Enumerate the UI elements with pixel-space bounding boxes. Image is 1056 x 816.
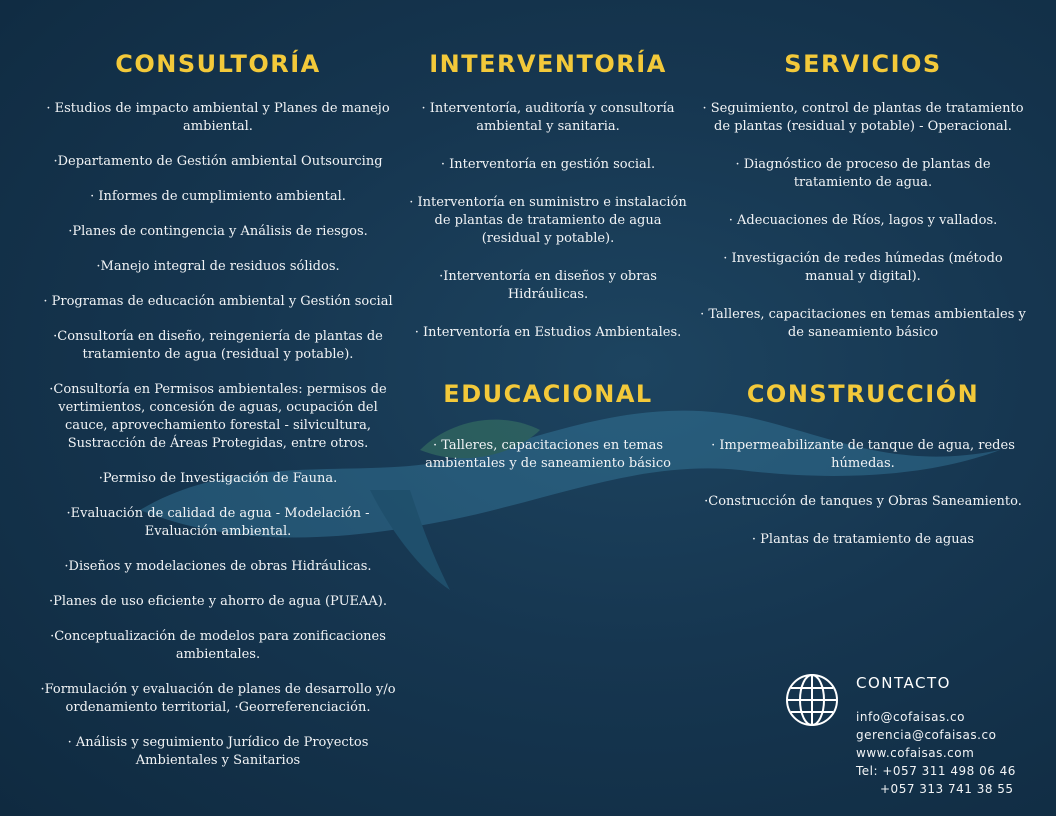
construccion-item: · Plantas de tratamiento de aguas [751, 532, 975, 547]
servicios-item: · Seguimiento, control de plantas de tratamiento de plantas (residual y potable) - Operacional. [702, 101, 1024, 134]
consultoria-item: · Programas de educación ambiental y Gestión social [43, 294, 393, 309]
contact-details [856, 708, 1016, 798]
servicios-section [698, 50, 1028, 362]
contact-title: CONTACTO [856, 674, 951, 692]
consultoria-item: ·Diseños y modelaciones de obras Hidráulicas. [64, 559, 372, 574]
consultoria-item: ·Evaluación de calidad de agua - Modelación - Evaluación ambiental. [66, 506, 370, 539]
email-link[interactable]: info@cofaisas.co [856, 710, 965, 724]
servicios-item: · Talleres, capacitaciones en temas ambientales y de saneamiento básico [700, 307, 1026, 340]
consultoria-item: ·Manejo integral de residuos sólidos. [96, 259, 340, 274]
servicios-item: · Adecuaciones de Ríos, lagos y vallados. [728, 213, 998, 228]
interventoria-item: ·Interventoría en diseños y obras Hidráulicas. [439, 269, 657, 302]
educacional-section [408, 380, 688, 473]
consultoria-item: ·Departamento de Gestión ambiental Outsourcing [53, 154, 383, 169]
construccion-item: ·Construcción de tanques y Obras Saneamiento. [704, 494, 1022, 509]
website-link[interactable]: www.cofaisas.com [856, 746, 975, 760]
consultoria-item: ·Planes de contingencia y Análisis de riesgos. [68, 224, 368, 239]
consultoria-item: ·Conceptualización de modelos para zonificaciones ambientales. [50, 629, 386, 662]
interventoria-item: · Interventoría, auditoría y consultoría ambiental y sanitaria. [421, 101, 675, 134]
construccion-item: · Impermeabilizante de tanque de agua, redes húmedas. [711, 438, 1015, 471]
educacional-heading: EDUCACIONAL [443, 380, 653, 408]
phone-number: Tel: +057 311 498 06 46 [856, 764, 1016, 778]
interventoria-item: · Interventoría en Estudios Ambientales. [414, 325, 682, 340]
consultoria-item: ·Consultoría en diseño, reingeniería de plantas de tratamiento de agua (residual y potable). [53, 329, 383, 362]
construccion-section [698, 380, 1028, 569]
consultoria-item: ·Consultoría en Permisos ambientales: permisos de vertimientos, concesión de aguas, ocupación del cauce, aprovechamiento forestal - silvicultura, Sustracción de Áreas Protegidas, entre otros. [49, 382, 387, 451]
consultoria-item: · Informes de cumplimiento ambiental. [90, 189, 346, 204]
consultoria-item: · Análisis y seguimiento Jurídico de Proyectos Ambientales y Sanitarios [67, 735, 369, 768]
consultoria-heading: CONSULTORÍA [115, 50, 321, 78]
phone-number: +057 313 741 38 55 [880, 782, 1014, 796]
email-link[interactable]: gerencia@cofaisas.co [856, 728, 997, 742]
consultoria-item: ·Permiso de Investigación de Fauna. [98, 471, 338, 486]
servicios-item: · Investigación de redes húmedas (método manual y digital). [723, 251, 1003, 284]
servicios-item: · Diagnóstico de proceso de plantas de tratamiento de agua. [735, 157, 991, 190]
construccion-heading: CONSTRUCCIÓN [746, 380, 980, 408]
interventoria-section [408, 50, 688, 362]
interventoria-item: · Interventoría en gestión social. [440, 157, 656, 172]
consultoria-item: · Estudios de impacto ambiental y Planes de manejo ambiental. [46, 101, 390, 134]
globe-icon [784, 672, 840, 728]
educacional-item: · Talleres, capacitaciones en temas ambientales y de saneamiento básico [425, 438, 671, 471]
interventoria-item: · Interventoría en suministro e instalación de plantas de tratamiento de agua (residual y potable). [409, 195, 687, 246]
interventoria-heading: INTERVENTORÍA [429, 50, 667, 78]
servicios-heading: SERVICIOS [784, 50, 942, 78]
consultoria-item: ·Formulación y evaluación de planes de desarrollo y/o ordenamiento territorial, ·Georreferenciación. [40, 682, 396, 715]
consultoria-item: ·Planes de uso eficiente y ahorro de agua (PUEAA). [48, 594, 388, 609]
consultoria-section [38, 50, 398, 787]
